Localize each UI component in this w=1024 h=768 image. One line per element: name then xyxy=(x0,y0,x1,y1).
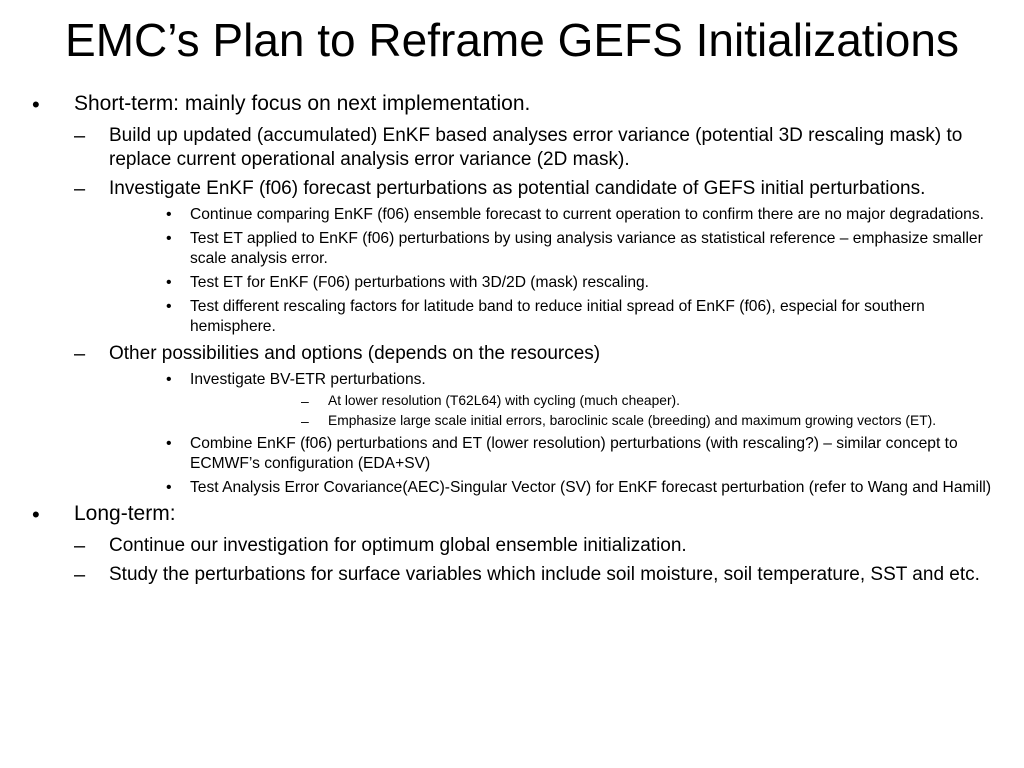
outline-row xyxy=(164,434,996,474)
outline-item-level-4 xyxy=(301,392,996,410)
outline-text: Build up updated (accumulated) EnKF based analyses error variance (potential 3D rescaling mask) to replace current operational analysis error variance (2D mask). xyxy=(109,125,963,170)
outline-item-level-3 xyxy=(164,205,996,225)
bullet-icon: • xyxy=(166,371,172,388)
nested-list-level-4 xyxy=(301,392,996,430)
dash-icon: – xyxy=(74,125,86,147)
outline-text: At lower resolution (T62L64) with cycling (much cheaper). xyxy=(328,393,680,408)
nested-list-level-3 xyxy=(164,205,996,337)
outline-row xyxy=(164,229,996,269)
nested-list-level-3 xyxy=(164,370,996,498)
outline-text: Test ET applied to EnKF (f06) perturbations by using analysis variance as statistical reference – emphasize smaller scale analysis error. xyxy=(190,230,983,267)
bullet-icon: • xyxy=(166,479,172,496)
outline-text: Other possibilities and options (depends on the resources) xyxy=(109,343,601,364)
outline-item-level-3 xyxy=(164,273,996,293)
bullet-icon: • xyxy=(166,230,172,247)
outline-item-level-1 xyxy=(28,501,996,529)
bullet-icon: • xyxy=(32,502,40,527)
dash-icon: – xyxy=(74,564,86,586)
outline-row xyxy=(164,205,996,225)
dash-icon: – xyxy=(301,413,309,429)
bullet-list xyxy=(28,91,996,587)
outline-text: Emphasize large scale initial errors, baroclinic scale (breeding) and maximum growing vectors (ET). xyxy=(328,413,937,428)
outline-text: Continue comparing EnKF (f06) ensemble forecast to current operation to confirm there are no major degradations. xyxy=(190,206,984,223)
outline-item-level-2 xyxy=(74,563,996,587)
bullet-icon: • xyxy=(166,274,172,291)
bullet-icon: • xyxy=(166,298,172,315)
bullet-icon: • xyxy=(32,92,40,117)
outline-item-level-2 xyxy=(74,342,996,366)
outline-item-level-1 xyxy=(28,91,996,119)
outline-row xyxy=(74,342,996,366)
outline-text: Investigate EnKF (f06) forecast perturbations as potential candidate of GEFS initial perturbations. xyxy=(109,178,926,199)
outline-item-level-4 xyxy=(301,412,996,430)
slide-title: EMC’s Plan to Reframe GEFS Initializations xyxy=(65,14,959,66)
outline-row xyxy=(164,273,996,293)
outline-text: Combine EnKF (f06) perturbations and ET (lower resolution) perturbations (with rescaling?) – similar concept to ECMWF’s configuration (EDA+SV) xyxy=(190,435,958,472)
outline-text: Test ET for EnKF (F06) perturbations with 3D/2D (mask) rescaling. xyxy=(190,274,650,291)
outline-row xyxy=(164,478,996,498)
outline-row xyxy=(74,563,996,587)
outline-item-level-2 xyxy=(74,534,996,558)
outline-text: Test Analysis Error Covariance(AEC)-Singular Vector (SV) for EnKF forecast perturbation (refer to Wang and Hamill) xyxy=(190,479,992,496)
outline-row xyxy=(301,412,996,430)
outline-item-level-2 xyxy=(74,124,996,172)
outline-item-level-2 xyxy=(74,177,996,201)
outline-item-level-3 xyxy=(164,297,996,337)
bullet-icon: • xyxy=(166,206,172,223)
outline-row xyxy=(164,297,996,337)
bullet-icon: • xyxy=(166,435,172,452)
nested-list-level-2 xyxy=(74,124,996,498)
slide-content xyxy=(28,88,996,587)
outline-row xyxy=(164,370,996,390)
outline-item-level-3 xyxy=(164,434,996,474)
dash-icon: – xyxy=(74,343,86,365)
outline-text: Continue our investigation for optimum global ensemble initialization. xyxy=(109,535,687,556)
nested-list-level-2 xyxy=(74,534,996,587)
outline-item-level-3 xyxy=(164,229,996,269)
outline-text: Long-term: xyxy=(74,502,176,525)
outline-item-level-3 xyxy=(164,478,996,498)
outline-row xyxy=(28,91,996,119)
dash-icon: – xyxy=(74,535,86,557)
outline-text: Test different rescaling factors for latitude band to reduce initial spread of EnKF (f06), especial for southern hemisphere. xyxy=(190,298,925,335)
outline-text: Short-term: mainly focus on next implementation. xyxy=(74,92,531,115)
outline-row xyxy=(74,534,996,558)
dash-icon: – xyxy=(74,178,86,200)
outline-row xyxy=(301,392,996,410)
outline-row xyxy=(28,501,996,529)
outline-item-level-3 xyxy=(164,370,996,390)
outline-text: Investigate BV-ETR perturbations. xyxy=(190,371,426,388)
outline-row xyxy=(74,124,996,172)
dash-icon: – xyxy=(301,393,309,409)
outline-text: Study the perturbations for surface variables which include soil moisture, soil temperature, SST and etc. xyxy=(109,564,980,585)
outline-row xyxy=(74,177,996,201)
